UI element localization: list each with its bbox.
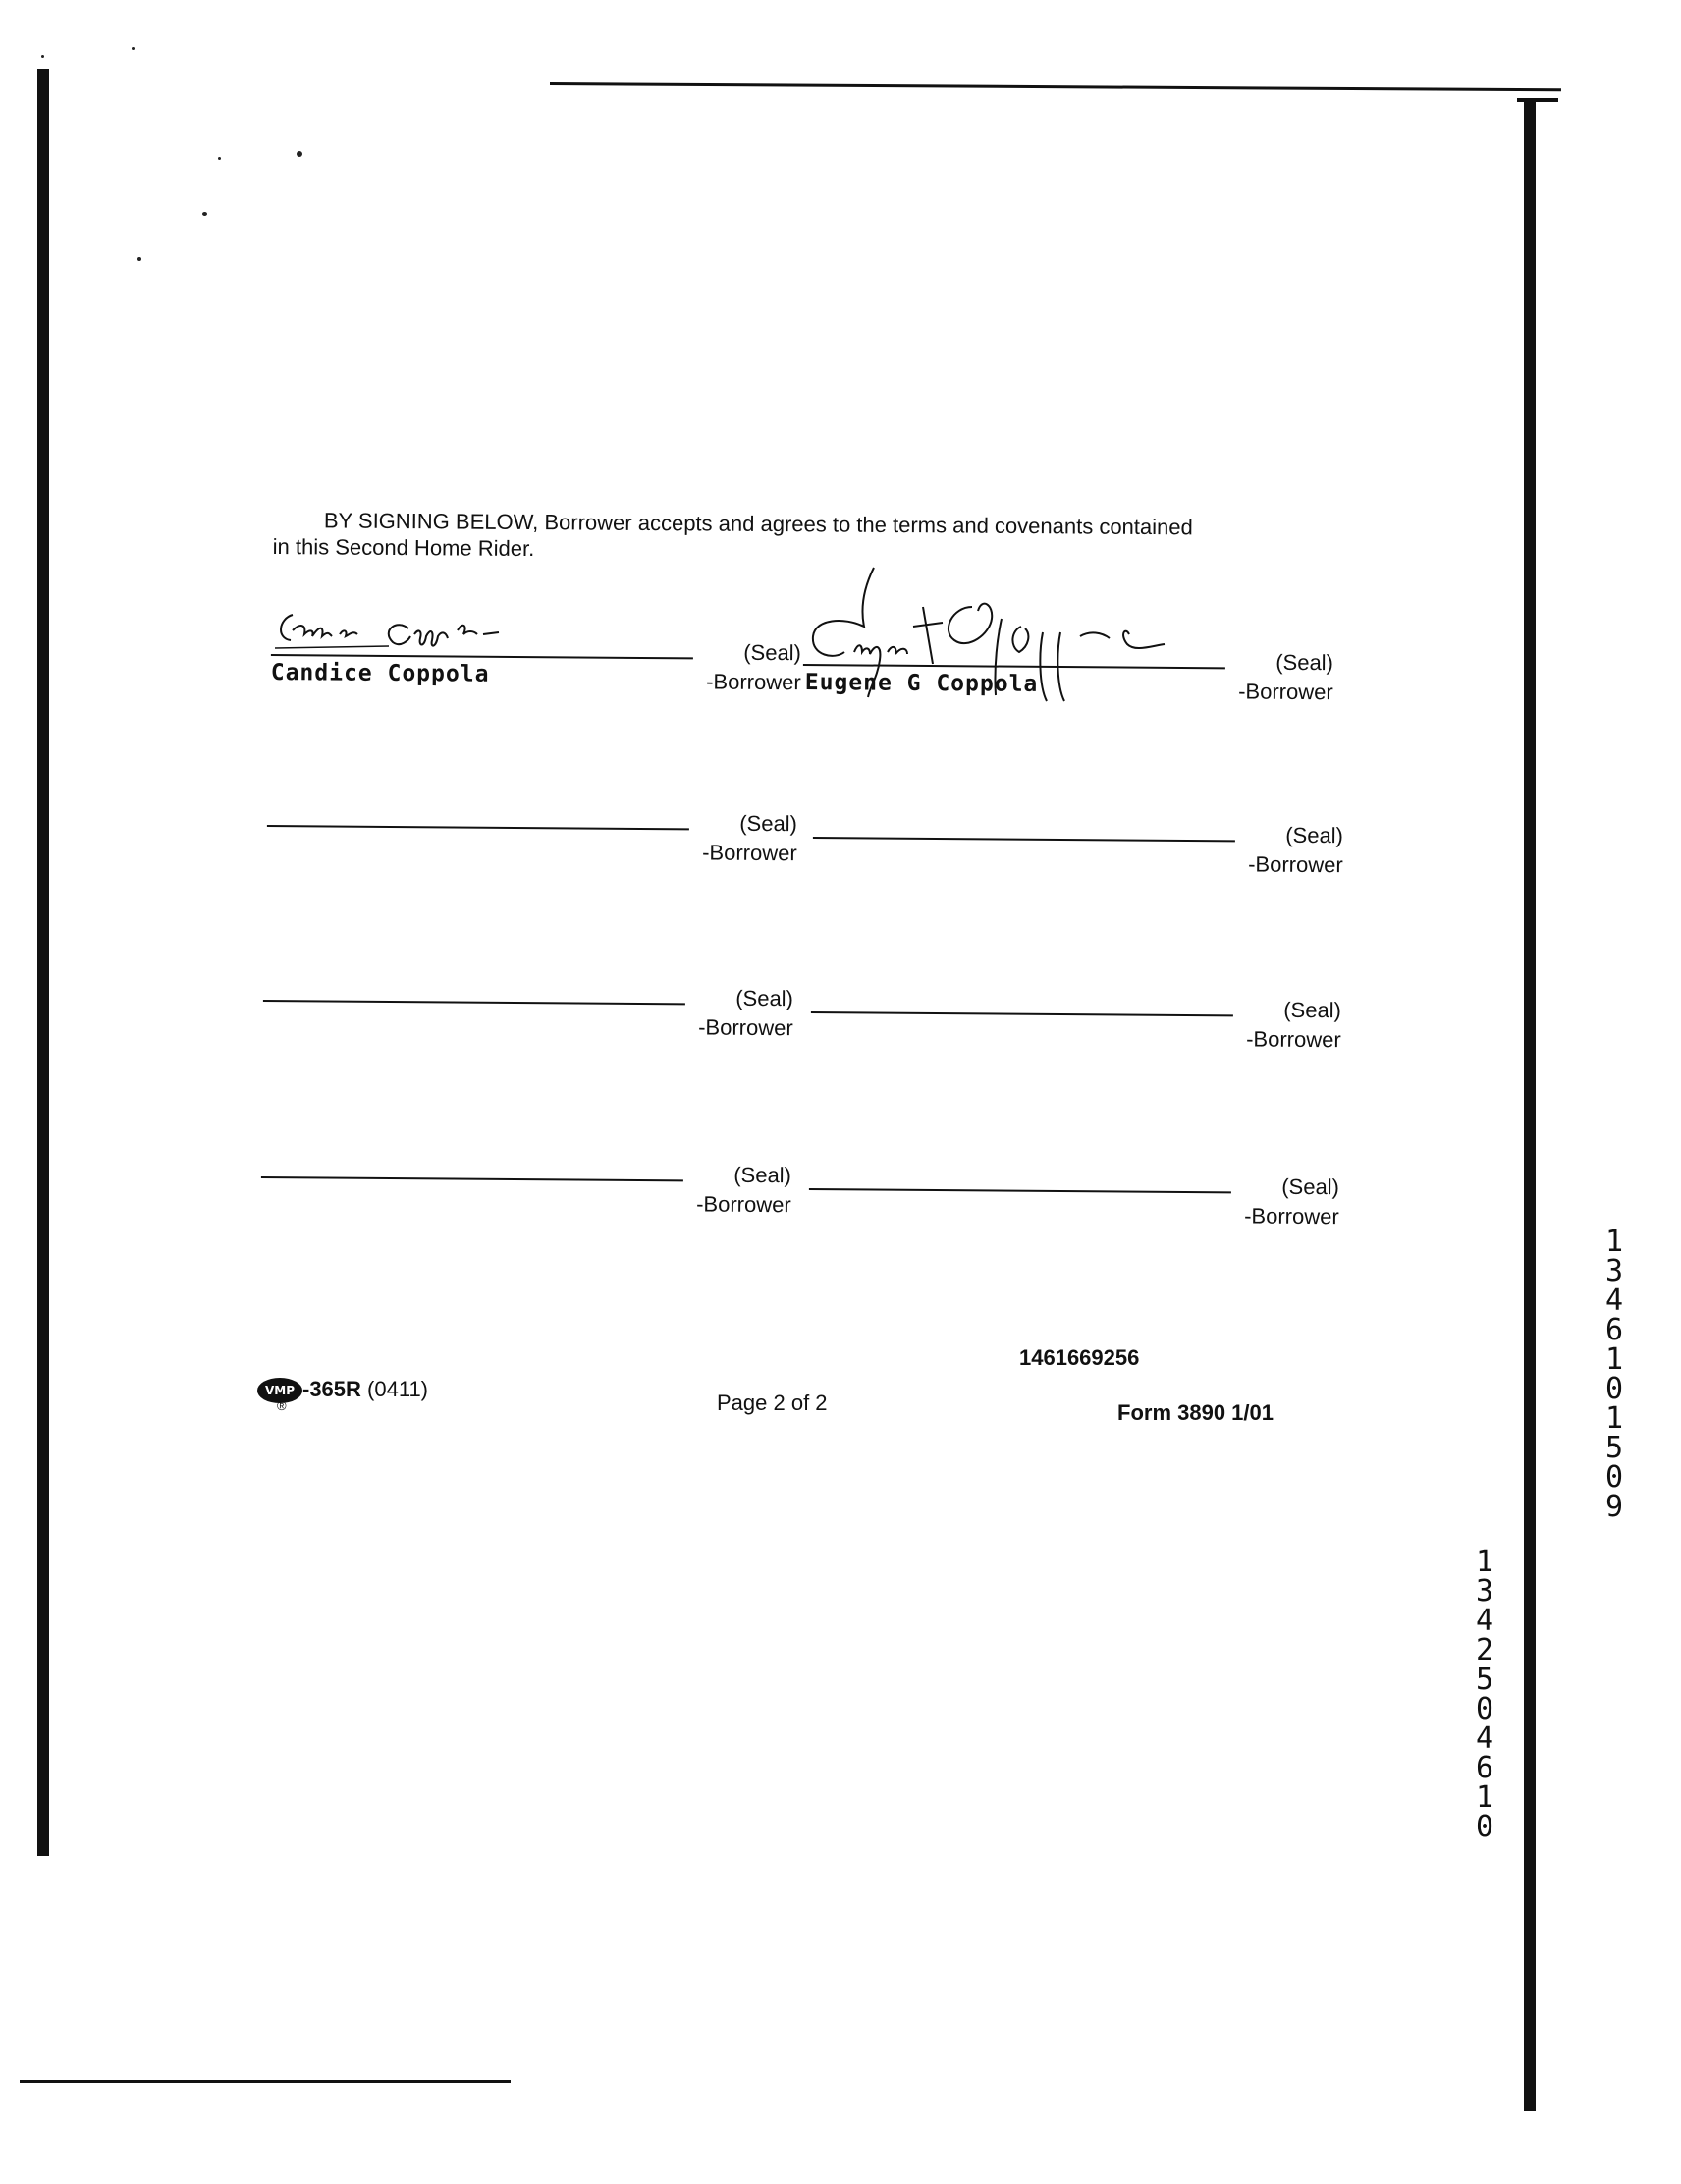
borrower-label: -Borrower [702, 840, 797, 866]
margin-stamp-1: 13461 01509 [1604, 1225, 1642, 1524]
scan-speck [137, 257, 141, 261]
page-number: Page 2 of 2 [717, 1391, 828, 1415]
signature-block-blank [812, 822, 1344, 900]
scan-rule-bottom [20, 2080, 511, 2083]
signature-line [263, 1000, 685, 1005]
signature-block-blank [266, 810, 798, 888]
form-number: Form 3890 1/01 [1117, 1400, 1274, 1425]
signature-line [811, 1011, 1233, 1016]
seal-label: (Seal) [1275, 649, 1334, 676]
vmp-logo-icon: VMP [257, 1378, 302, 1403]
signature-block-blank [262, 985, 794, 1063]
form-revision: (0411) [367, 1377, 429, 1401]
seal-label: (Seal) [1281, 1174, 1340, 1200]
scan-speck [297, 151, 302, 157]
borrower-label: -Borrower [696, 1191, 791, 1218]
seal-label: (Seal) [735, 985, 794, 1011]
loan-number-text: 1461669256 [1019, 1345, 1140, 1370]
seal-label: (Seal) [733, 1162, 792, 1188]
scan-rule-top [550, 82, 1561, 91]
borrower-label: -Borrower [1246, 1026, 1341, 1053]
signature-block-blank [808, 1174, 1340, 1251]
borrower-label: -Borrower [1248, 851, 1343, 878]
signature-line [809, 1188, 1231, 1193]
scan-edge-right [1524, 98, 1536, 2111]
form-code-text: -365R [302, 1377, 361, 1401]
signature-line [813, 837, 1235, 842]
form-code [257, 1377, 429, 1413]
borrower-label: -Borrower [1238, 679, 1333, 705]
scan-speck [132, 47, 135, 50]
borrower-label: -Borrower [698, 1014, 793, 1041]
seal-label: (Seal) [1283, 997, 1342, 1023]
signature-line [261, 1176, 683, 1181]
registered-mark-icon: ® [277, 1398, 287, 1413]
scan-rule-top-corner [1517, 98, 1558, 102]
signature-block-blank [260, 1162, 792, 1239]
signatory-name: Eugene G Coppola [804, 670, 1039, 697]
scan-speck [41, 55, 44, 58]
scan-speck [218, 157, 221, 160]
scan-edge-left [37, 69, 49, 1856]
margin-stamp-2: 13425 04610 [1475, 1545, 1512, 1844]
consent-line-2: in this Second Home Rider. [272, 533, 535, 562]
seal-label: (Seal) [1285, 822, 1344, 848]
signature-block-blank [810, 997, 1342, 1074]
handwritten-signature-candice [271, 601, 546, 660]
signature-line [267, 825, 689, 830]
borrower-label: -Borrower [706, 669, 801, 695]
loan-number [1019, 1345, 1139, 1371]
handwritten-signature-eugene [786, 558, 1247, 715]
consent-line-1: BY SIGNING BELOW, Borrower accepts and agrees to the terms and covenants contained [323, 508, 1193, 540]
seal-label: (Seal) [743, 639, 802, 666]
seal-label: (Seal) [739, 810, 798, 837]
borrower-label: -Borrower [1244, 1203, 1339, 1229]
signatory-name: Candice Coppola [270, 659, 490, 687]
scan-speck [202, 212, 207, 216]
